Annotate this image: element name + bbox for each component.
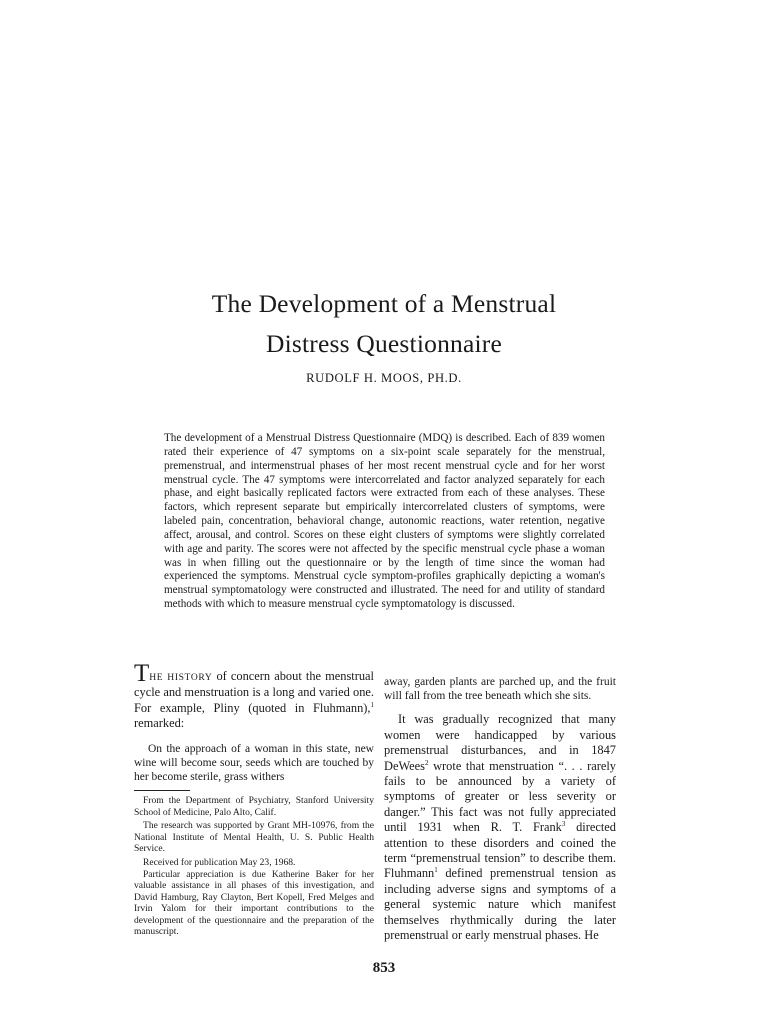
article-title — [0, 284, 768, 364]
para2-ref1: 2 — [424, 758, 429, 767]
footnote-acknowledgment: Particular appreciation is due Katherine Baker for her valuable assistance in all phases of this investigation, and David Hamburg, Ray Clayton, Bert Kopell, Fred Melges and Irvin Yalom for their important contributions to the development of the questionnaire and the preparation of the manuscript. — [134, 868, 374, 938]
author-name: RUDOLF H. MOOS, PH.D. — [306, 371, 462, 385]
title-line-2: Distress Questionnaire — [266, 329, 502, 358]
intro-text: of concern about the menstrual cycle and menstruation is a long and varied one. For example, Pliny (quoted in Fluhmann), — [134, 669, 374, 715]
footnote-rule — [134, 790, 190, 791]
history-paragraph — [384, 712, 616, 943]
para2-part1: It was gradually recognized that many women were handicapped by various premenstrual disturbances, and in 1847 DeWees — [384, 712, 616, 773]
footnotes — [134, 795, 374, 938]
footnote-received: Received for publication May 23, 1968. — [143, 856, 296, 868]
title-line-1: The Development of a Menstrual — [211, 289, 557, 318]
drop-cap: T — [134, 660, 150, 687]
pliny-quote-start: On the approach of a woman in this state, new wine will become sour, seeds which are touched by her become sterile, grass withers — [134, 742, 374, 784]
abstract: The development of a Menstrual Distress Questionnaire (MDQ) is described. Each of 839 women rated their experience of 47 symptoms on a six-point scale separately for the menstrual, premenstrual, and intermenstrual phases of her most recent menstrual cycle and for her worst menstrual cycle. The 47 symptoms were intercorrelated and factor analyzed separately for each phase, and eight basically replicated factors were extracted from each of these analyses. These factors, which represent separate but empirically intercorrelated clusters of symptoms, were labeled pain, concentration, behavioral change, autonomic reactions, water retention, negative affect, arousal, and control. Scores on these eight clusters of symptoms were slightly correlated with age and parity. The scores were not affected by the specific menstrual cycle phase a woman was in when filling out the questionnaire or by the length of time since the woman had experienced the symptoms. Menstrual cycle symptom-profiles graphically depicting a woman's menstrual symptomatology were constructed and illustrated. The need for and utility of standard methods with which to measure menstrual cycle symptomatology is discussed. — [164, 432, 605, 611]
intro-ref: 1 — [370, 700, 374, 709]
para2-ref3: 1 — [434, 866, 438, 875]
intro-end: remarked: — [134, 716, 185, 731]
footnote-grant: The research was supported by Grant MH-10976, from the National Institute of Mental Health, U. S. Public Health Service. — [134, 820, 374, 855]
pliny-quote-end: away, garden plants are parched up, and the fruit will fall from the tree beneath which she sits. — [384, 676, 616, 703]
footnote-affiliation: From the Department of Psychiatry, Stanford University School of Medicine, Palo Alto, Calif. — [134, 795, 374, 818]
para2-ref2: 3 — [561, 820, 566, 829]
para2-part2: wrote that menstruation “. . . rarely fails to be announced by a variety of symptoms of greater or less severity or danger.” This fact was not fully appreciated until 1931 when R. T. Frank — [384, 758, 616, 835]
intro-paragraph — [134, 660, 374, 732]
intro-smallcaps: HE HISTORY — [149, 672, 213, 683]
left-column — [134, 660, 374, 938]
page-number: 853 — [372, 960, 396, 976]
para2-part3: directed attention to these disorders and coined the term “premenstrual tension” to describe them. Fluhmann — [384, 820, 617, 881]
para2-part4: defined premenstrual tension as including adverse signs and symptoms of a general systemic nature which manifest themselves rhythmically during the later premenstrual or early menstrual phases. He — [384, 866, 616, 943]
right-column — [384, 675, 616, 944]
